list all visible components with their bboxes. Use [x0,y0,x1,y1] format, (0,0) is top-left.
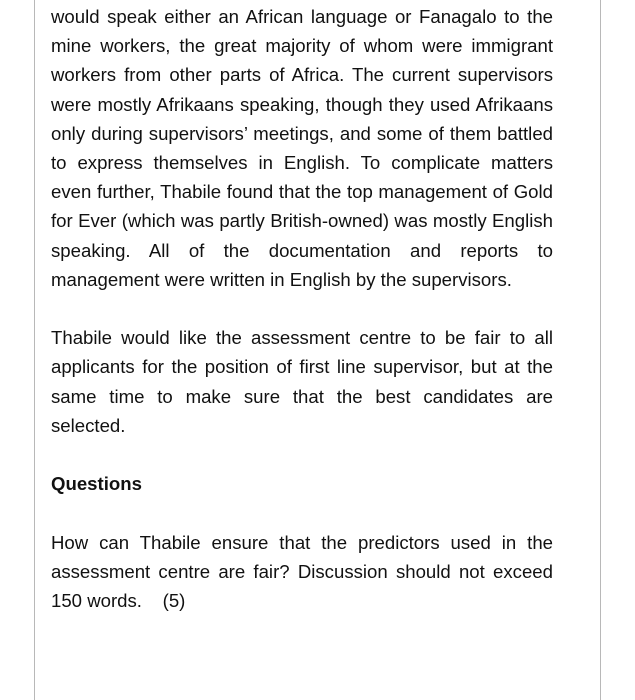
page-border-right [600,0,601,700]
question-marks: (5) [162,590,186,612]
paragraph-assessment-goal: Thabile would like the assessment centre to be fair to all applicants for the position of first line supervisor, but at the same time to make sure that the best candidates are selected. [51,327,553,436]
questions-heading: Questions [51,473,142,495]
document-body [51,2,553,615]
page-border-left [34,0,35,700]
question-body: How can Thabile ensure that the predictors used in the assessment centre are fair? Discussion should not exceed 150 words. [51,531,553,612]
question-text [51,528,553,616]
paragraph-language-context: would speak either an African language or Fanagalo to the mine workers, the great majority of whom were immigrant workers from other parts of Africa. The current supervisors were mostly Afrikaans speaking, though they used Afrikaans only during supervisors’ meetings, and some of them battled to express themselves in English. To complicate matters even further, Thabile found that the top management of Gold for Ever (which was partly British-owned) was mostly English speaking. All of the documentation and reports to management were written in English by the supervisors. [51,6,553,290]
